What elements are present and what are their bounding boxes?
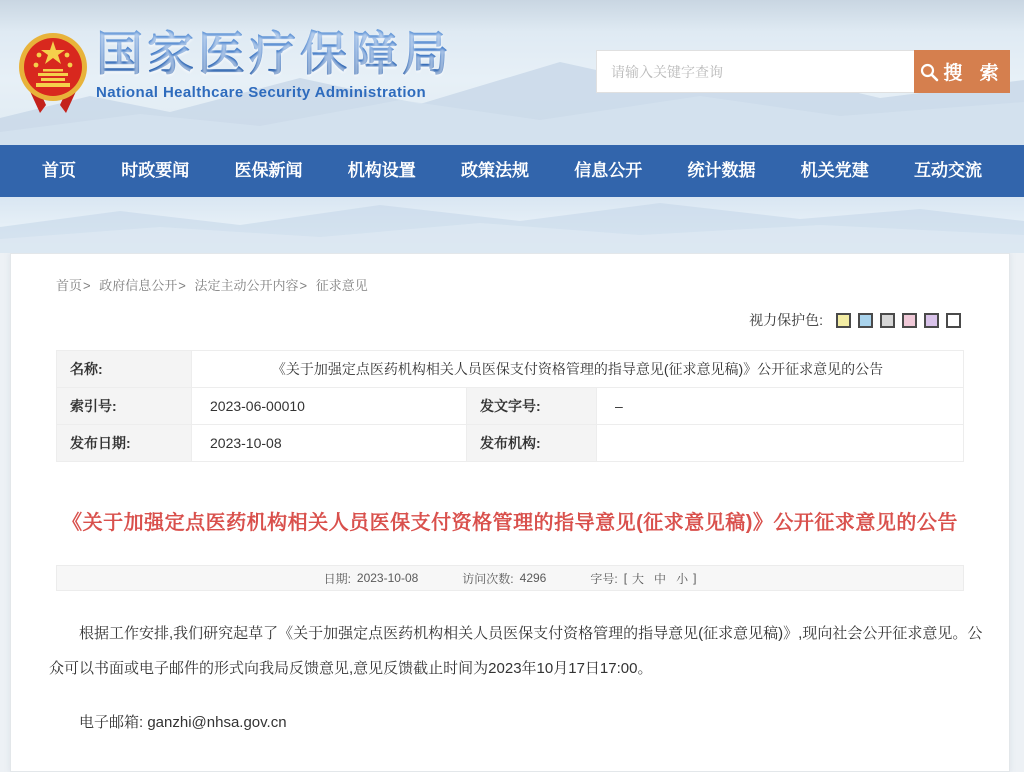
eye-protection-row	[11, 294, 1009, 330]
breadcrumb-statutory-disclosure[interactable]: 法定主动公开内容	[194, 278, 299, 293]
publish-org-label: 发布机构:	[467, 425, 597, 462]
nav-item-medical-news[interactable]: 医保新闻	[234, 161, 303, 180]
site-title: 国家医疗保障局	[96, 27, 453, 80]
breadcrumb-home[interactable]: 首页	[56, 278, 83, 293]
meta-visits-label: 访问次数:	[462, 571, 514, 586]
table-row	[57, 351, 964, 388]
index-number-value: 2023-06-00010	[192, 388, 467, 425]
font-size-medium[interactable]: 中	[654, 571, 667, 586]
eye-color-blue[interactable]	[858, 313, 873, 328]
content-card	[10, 253, 1010, 772]
breadcrumb-separator: >	[83, 278, 91, 293]
eye-protection-label: 视力保护色:	[749, 312, 823, 328]
index-number-label: 索引号:	[57, 388, 192, 425]
nav-item-policy[interactable]: 政策法规	[461, 161, 529, 180]
breadcrumb	[11, 254, 1009, 294]
email-label: 电子邮箱:	[79, 714, 144, 731]
eye-color-gray[interactable]	[880, 313, 895, 328]
page-body	[0, 253, 1024, 772]
meta-font-size	[590, 570, 696, 587]
search-button[interactable]	[914, 50, 1010, 93]
doc-number-value: –	[597, 388, 964, 425]
eye-color-white[interactable]	[946, 313, 961, 328]
font-bracket-open: [	[623, 571, 628, 585]
site-subtitle: National Healthcare Security Administration	[96, 83, 427, 101]
search-icon	[919, 62, 939, 82]
nav-item-statistics[interactable]: 统计数据	[687, 161, 756, 180]
search-input[interactable]	[596, 50, 914, 93]
banner-mountains	[0, 197, 1024, 253]
site-header	[0, 0, 1024, 145]
publish-date-value: 2023-10-08	[192, 425, 467, 462]
nav-item-politics-news[interactable]: 时政要闻	[121, 161, 190, 180]
nav-item-info-disclosure[interactable]: 信息公开	[574, 161, 643, 180]
nav-item-party-building[interactable]: 机关党建	[800, 161, 869, 180]
article-title: 《关于加强定点医药机构相关人员医保支付资格管理的指导意见(征求意见稿)》公开征求意见的公告	[62, 512, 958, 534]
eye-color-purple[interactable]	[924, 313, 939, 328]
email-address: ganzhi@nhsa.gov.cn	[147, 714, 287, 731]
publish-date-label: 发布日期:	[57, 425, 192, 462]
name-value: 《关于加强定点医药机构相关人员医保支付资格管理的指导意见(征求意见稿)》公开征求意见的公告	[192, 351, 964, 388]
name-label: 名称:	[57, 351, 192, 388]
meta-date-value: 2023-10-08	[356, 571, 419, 585]
meta-date-label: 日期:	[323, 571, 351, 586]
nav-item-interaction[interactable]: 互动交流	[914, 161, 982, 180]
eye-color-yellow[interactable]	[836, 313, 851, 328]
publish-org-value	[597, 425, 964, 462]
nav-item-organization[interactable]: 机构设置	[347, 161, 416, 180]
email-line	[49, 706, 989, 741]
font-size-large[interactable]: 大	[632, 571, 645, 586]
breadcrumb-separator: >	[299, 278, 308, 293]
meta-visits	[462, 570, 546, 587]
breadcrumb-separator: >	[178, 278, 186, 293]
doc-number-label: 发文字号:	[467, 388, 597, 425]
article-body	[11, 591, 1009, 741]
breadcrumb-gov-info[interactable]: 政府信息公开	[99, 278, 178, 293]
site-title-block[interactable]	[96, 28, 453, 101]
document-meta-table	[56, 350, 964, 462]
article-meta-bar	[56, 565, 964, 591]
eye-color-pink[interactable]	[902, 313, 917, 328]
national-emblem-icon	[16, 25, 90, 117]
meta-date	[324, 570, 419, 587]
national-emblem-logo[interactable]	[16, 25, 90, 117]
table-row	[57, 425, 964, 462]
font-bracket-close: ]	[693, 571, 697, 585]
font-size-small[interactable]: 小	[676, 571, 689, 586]
meta-font-label: 字号:	[590, 571, 618, 586]
main-nav	[0, 145, 1024, 197]
search-box	[596, 50, 1010, 93]
meta-visits-value: 4296	[519, 571, 547, 585]
nav-item-home[interactable]: 首页	[42, 161, 76, 180]
banner-strip	[0, 197, 1024, 253]
breadcrumb-solicit-opinions[interactable]: 征求意见	[315, 278, 368, 293]
article-paragraph: 根据工作安排,我们研究起草了《关于加强定点医药机构相关人员医保支付资格管理的指导意见(征求意见稿)》,现向社会公开征求意见。公众可以书面或电子邮件的形式向我局反馈意见,意见反馈截止时间为2023年10月17日17:00。	[49, 625, 983, 677]
table-row	[57, 388, 964, 425]
search-button-label: 搜 索	[943, 63, 1005, 84]
